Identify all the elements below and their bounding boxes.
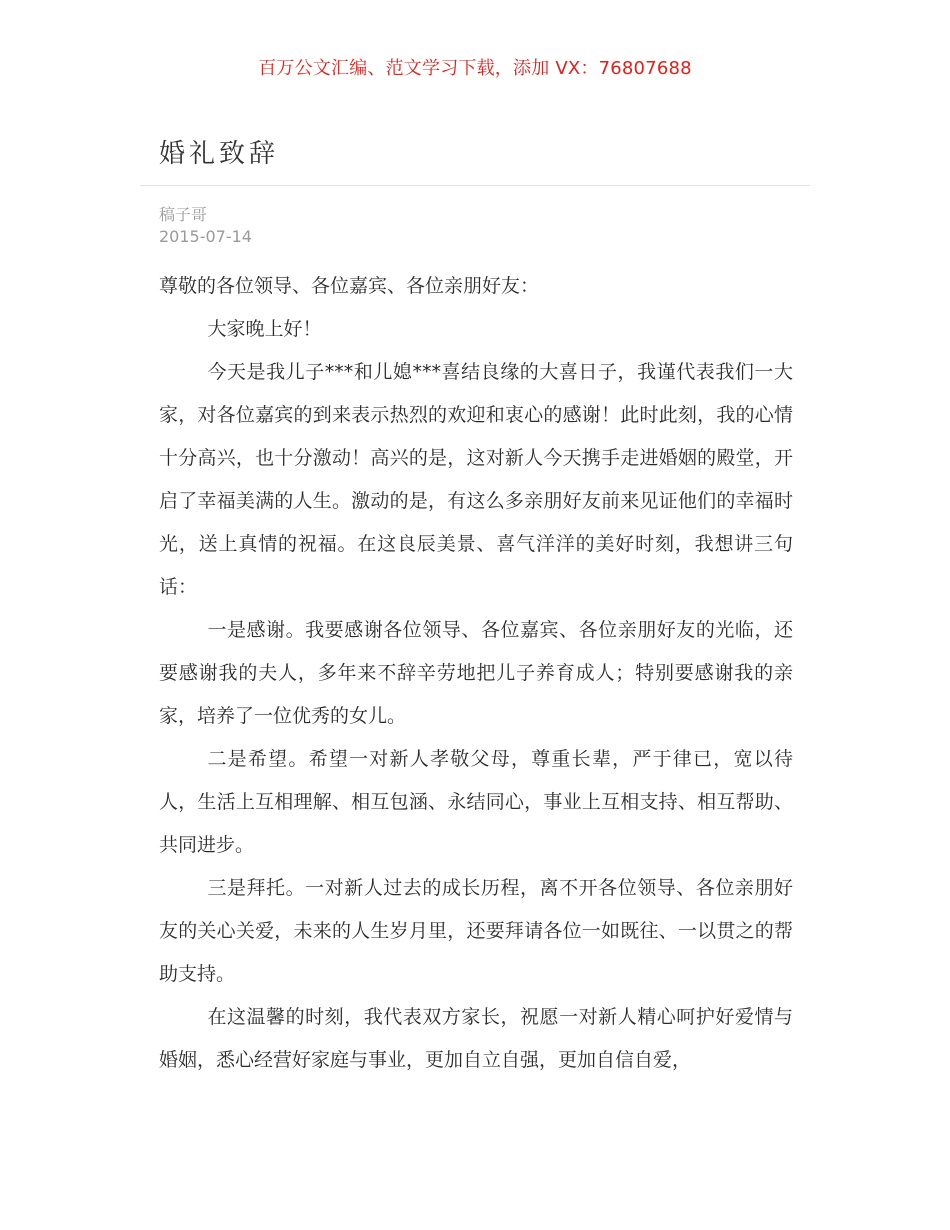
paragraph-hopes: 二是希望。希望一对新人孝敬父母，尊重长辈，严于律已，宽以待人，生活上互相理解、相互包涵、永结同心，事业上互相支持、相互帮助、共同进步。 — [159, 748, 793, 856]
salutation: 尊敬的各位领导、各位嘉宾、各位亲朋好友： — [159, 275, 540, 297]
article-date: 2015-07-14 — [159, 227, 252, 246]
paragraph-wishes: 在这温馨的时刻，我代表双方家长，祝愿一对新人精心呵护好爱情与婚姻，悉心经营好家庭与事业，更加自立自强，更加自信自爱， — [159, 1006, 793, 1071]
title-divider — [140, 185, 810, 186]
paragraph-opening: 今天是我儿子***和儿媳***喜结良缘的大喜日子，我谨代表我们一大家，对各位嘉宾的到来表示热烈的欢迎和衷心的感谢！此时此刻，我的心情十分高兴，也十分激动！高兴的是，这对新人今天携手走进婚姻的殿堂，开启了幸福美满的人生。激动的是，有这么多亲朋好友前来见证他们的幸福时光，送上真情的祝福。在这良辰美景、喜气洋洋的美好时刻，我想讲三句话： — [159, 361, 793, 598]
article-body — [159, 265, 793, 1082]
article-author: 稿子哥 — [159, 205, 208, 224]
promo-banner: 百万公文汇编、范文学习下载，添加 VX：76807688 — [258, 58, 692, 79]
article-meta — [159, 204, 252, 248]
paragraph-request: 三是拜托。一对新人过去的成长历程，离不开各位领导、各位亲朋好友的关心关爱，未来的人生岁月里，还要拜请各位一如既往、一以贯之的帮助支持。 — [159, 877, 793, 985]
article-title: 婚礼致辞 — [159, 139, 280, 169]
paragraph-greeting: 大家晚上好！ — [207, 318, 322, 340]
paragraph-thanks: 一是感谢。我要感谢各位领导、各位嘉宾、各位亲朋好友的光临，还要感谢我的夫人，多年来不辞辛劳地把儿子养育成人；特别要感谢我的亲家，培养了一位优秀的女儿。 — [159, 619, 793, 727]
